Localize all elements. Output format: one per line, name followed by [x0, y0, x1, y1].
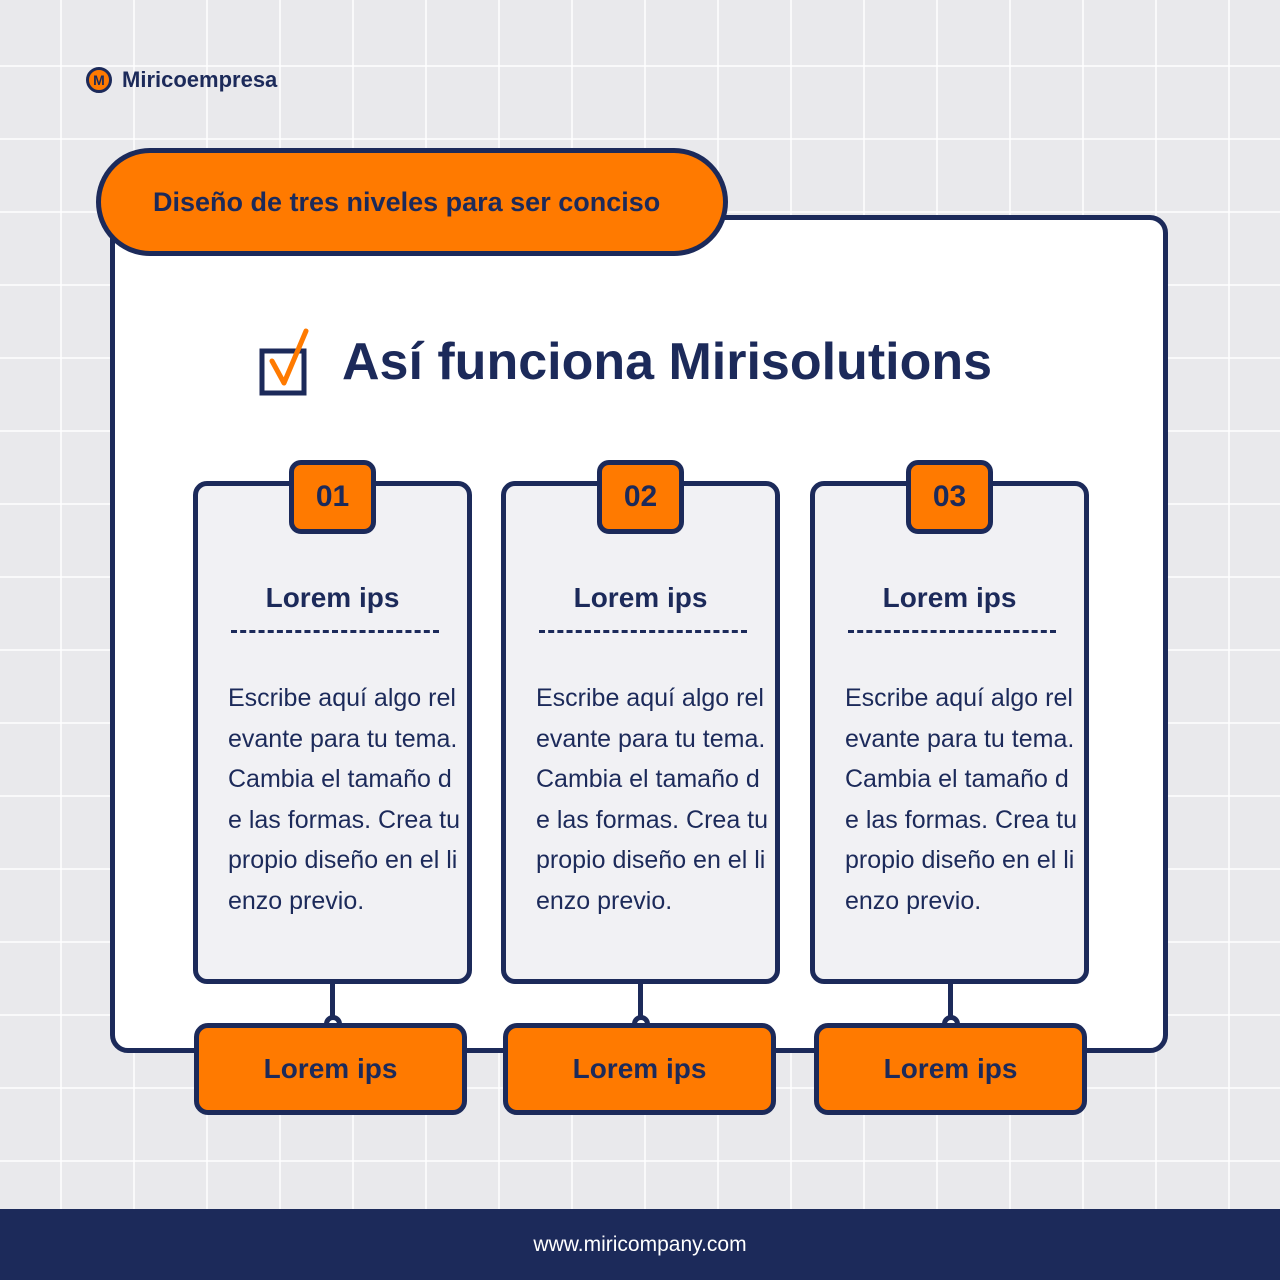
footer-url[interactable]: www.miricompany.com: [533, 1232, 747, 1256]
step-button-3[interactable]: Lorem ips: [814, 1023, 1087, 1115]
step-number-badge-3: 03: [906, 460, 993, 534]
page-title: [258, 325, 992, 399]
page-title-text: Así funciona Mirisolutions: [342, 333, 993, 391]
dashed-divider: [231, 630, 439, 633]
step-heading: Lorem ips: [265, 582, 400, 613]
step-number-badge-1: 01: [289, 460, 376, 534]
step-card-2: [501, 481, 780, 984]
step-card-3: [810, 481, 1089, 984]
step-card-1: [193, 481, 472, 984]
header-pill-text: Diseño de tres niveles para ser conciso: [153, 186, 661, 217]
step-description: Escribe aquí algo relevante para tu tema. Cambia el tamaño de las formas. Crea tu propio diseño en el lienzo previo.: [228, 684, 461, 915]
step-heading: Lorem ips: [573, 582, 708, 613]
checkbox-check-icon: [258, 325, 320, 399]
brand-name: Miricoempresa: [122, 67, 278, 92]
step-description: Escribe aquí algo relevante para tu tema. Cambia el tamaño de las formas. Crea tu propio diseño en el lienzo previo.: [845, 684, 1078, 915]
dashed-divider: [848, 630, 1056, 633]
footer-bar: [0, 1209, 1280, 1280]
logo-icon: M: [86, 67, 112, 93]
step-heading: Lorem ips: [882, 582, 1017, 613]
step-description: Escribe aquí algo relevante para tu tema. Cambia el tamaño de las formas. Crea tu propio diseño en el lienzo previo.: [536, 684, 769, 915]
step-button-1[interactable]: Lorem ips: [194, 1023, 467, 1115]
header-pill: [96, 148, 728, 256]
dashed-divider: [539, 630, 747, 633]
step-button-2[interactable]: Lorem ips: [503, 1023, 776, 1115]
brand-logo: [86, 67, 277, 93]
step-number-badge-2: 02: [597, 460, 684, 534]
